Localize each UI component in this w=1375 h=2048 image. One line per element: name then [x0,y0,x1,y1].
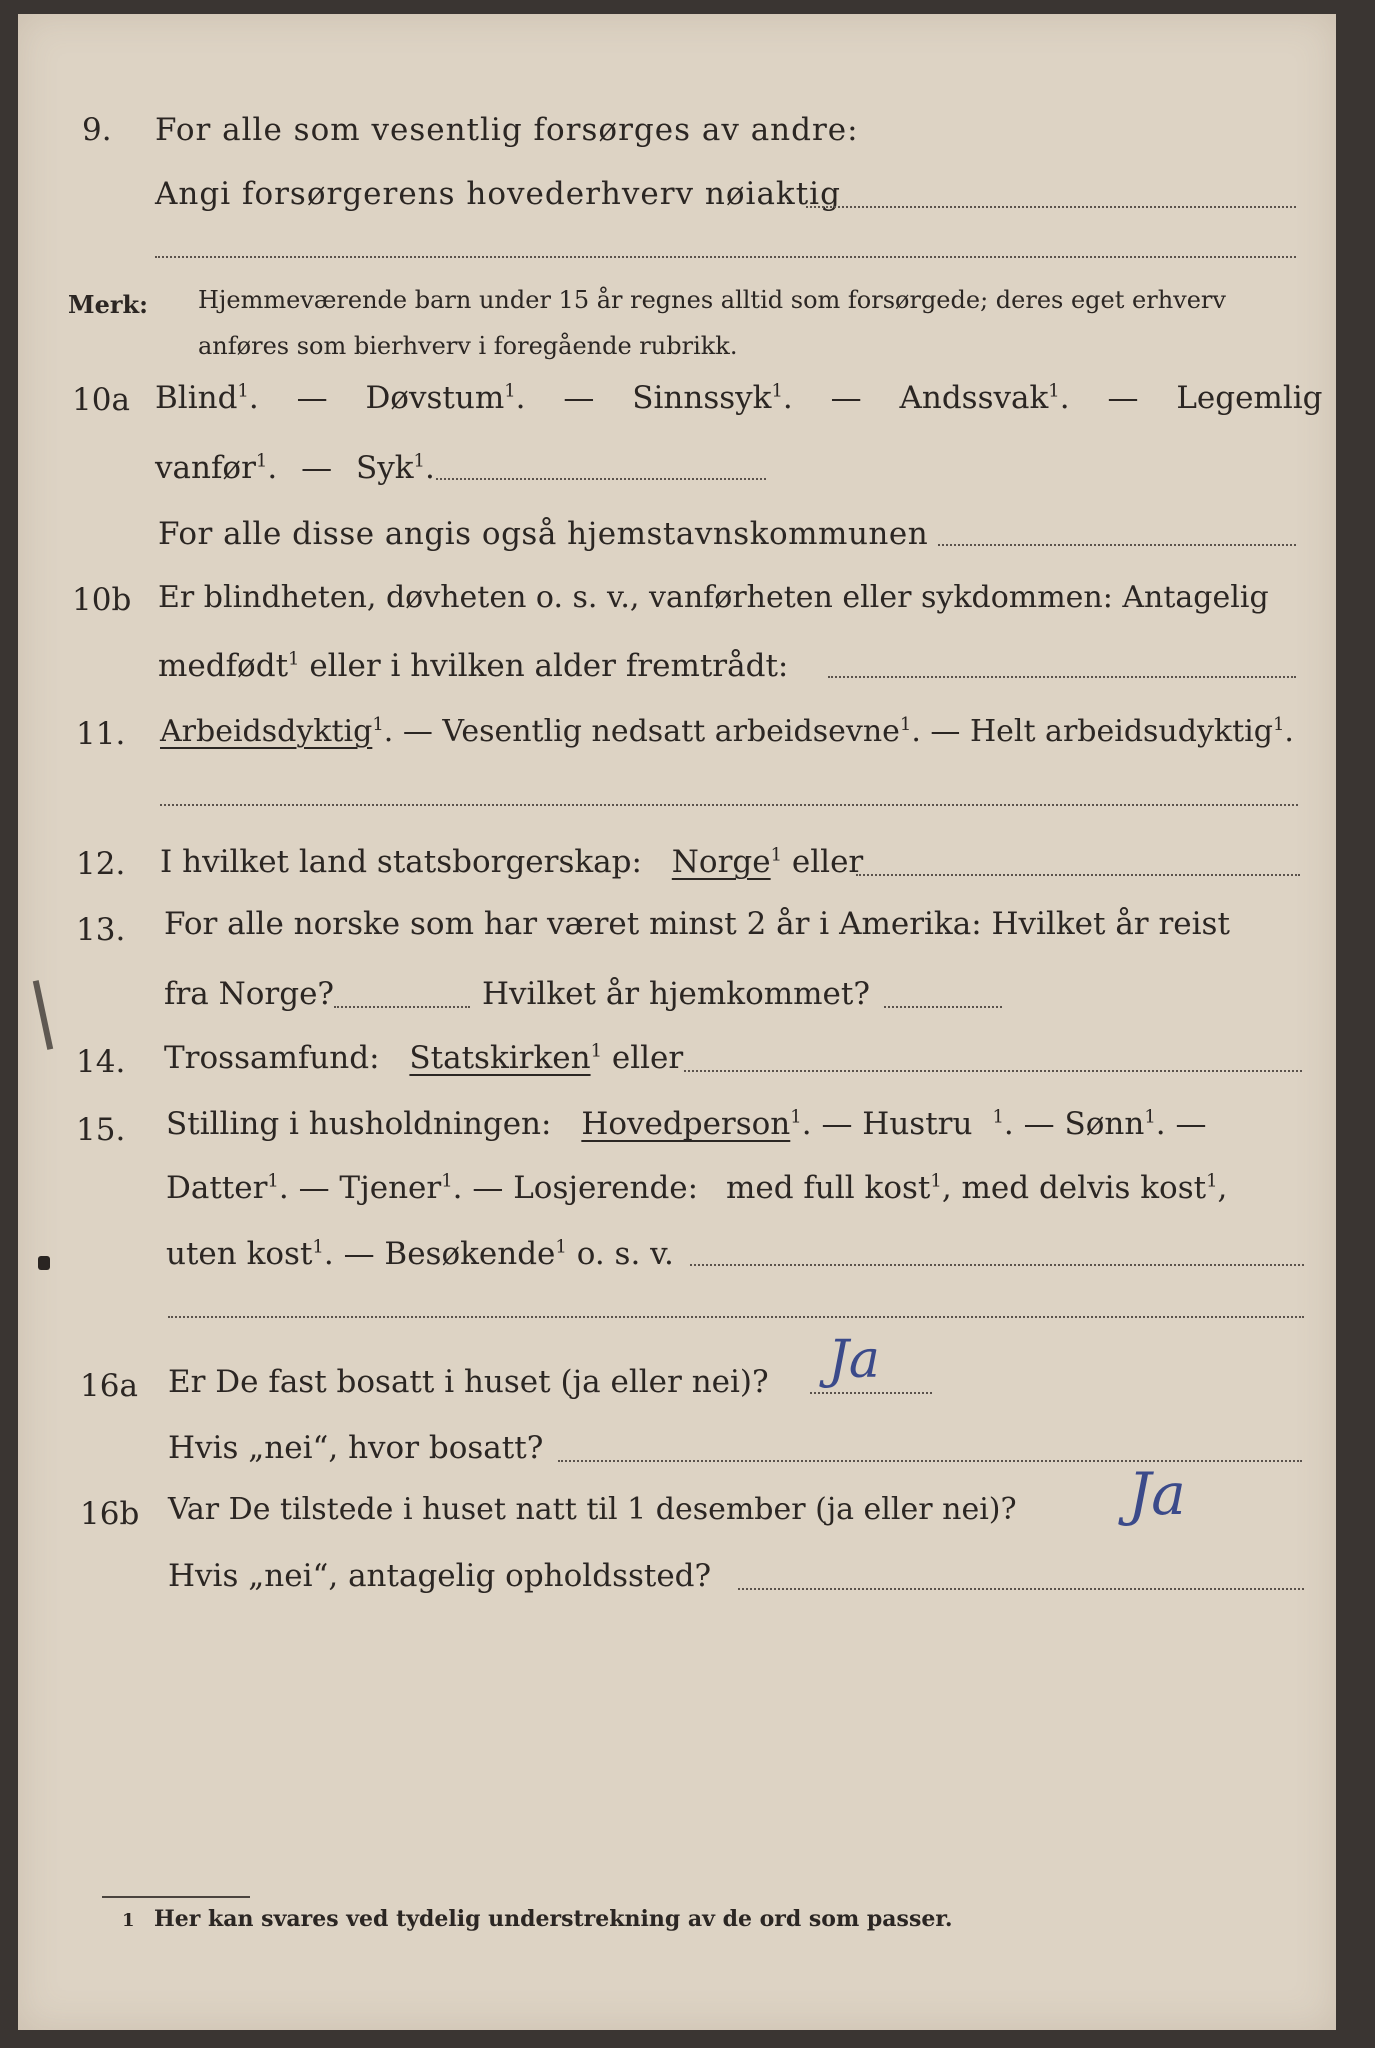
q16b-handwritten-answer[interactable]: Ja [1128,1460,1186,1528]
q10a-line3: For alle disse angis også hjemstavnskommunen [158,516,929,552]
q9-line1: For alle som vesentlig forsørges av andre: [155,112,859,148]
q12-line: I hvilket land statsborgerskap: Norge$^1$ eller [160,844,864,880]
q10a-number: 10a [72,382,130,418]
option-arbeidsdyktig[interactable]: Arbeidsdyktig [160,714,373,749]
q16b-line2: Hvis „nei“, antagelig opholdssted? [168,1558,712,1594]
q15-answer-line-2[interactable] [168,1316,1304,1318]
q11-answer-line[interactable] [160,804,1298,806]
q16a-bosatt-line[interactable] [558,1460,1302,1462]
q9-answer-line-2[interactable] [155,256,1296,258]
option-blind[interactable]: Blind [155,380,238,416]
q16a-answer-line[interactable] [810,1392,932,1394]
footnote-text: Her kan svares ved tydelig understrekning av de ord som passer. [154,1906,953,1932]
q16a-line1: Er De fast bosatt i huset (ja eller nei)? [168,1364,769,1400]
option-andssvak[interactable]: Andssvak [899,380,1049,416]
q15-line2: Datter$^1$. — Tjener$^1$. — Losjerende: med full kost$^1$, med delvis kost$^1$, [166,1170,1228,1206]
merk-line2: anføres som bierhverv i foregående rubrikk. [198,332,738,360]
merk-line1: Hjemmeværende barn under 15 år regnes alltid som forsørgede; deres eget erhverv [198,286,1226,314]
option-vanfor[interactable]: vanfør [155,450,256,486]
q16a-number: 16a [80,1368,138,1404]
q12-number: 12. [76,846,126,882]
option-sinnssyk[interactable]: Sinnssyk [632,380,772,416]
census-form-page [18,14,1336,2030]
binding-mark-2 [38,1256,50,1270]
q16a-line2: Hvis „nei“, hvor bosatt? [168,1430,544,1466]
q15-answer-line[interactable] [690,1264,1304,1266]
option-legemlig[interactable]: Legemlig [1176,380,1323,416]
option-medfodt[interactable]: medfødt [158,648,289,684]
q9-answer-line[interactable] [806,206,1296,208]
q15-line1: Stilling i husholdningen: Hovedperson$^1$. — Hustru $^1$. — Sønn$^1$. — [166,1106,1207,1142]
q13-line1: For alle norske som har været minst 2 år i Amerika: Hvilket år reist [164,906,1230,942]
q13-hjem: Hvilket år hjemkommet? [482,976,870,1012]
q16a-handwritten-answer[interactable]: Ja [828,1330,880,1390]
q11-line1: Arbeidsdyktig$^1$. — Vesentlig nedsatt arbeidsevne$^1$. — Helt arbeidsudyktig$^1$. [160,714,1294,749]
option-statskirken[interactable]: Statskirken [409,1040,591,1076]
q10b-line1: Er blindheten, døvheten o. s. v., vanførheten eller sykdommen: Antagelig [158,580,1269,615]
q16b-number: 16b [80,1496,140,1532]
q11-number: 11. [76,716,126,752]
q15-line3: uten kost$^1$. — Besøkende$^1$ o. s. v. [166,1236,674,1272]
footnote-rule [102,1896,250,1898]
option-norge[interactable]: Norge [671,844,771,880]
option-hovedperson[interactable]: Hovedperson [581,1106,791,1142]
merk-label: Merk: [68,290,148,319]
option-datter[interactable]: Datter [166,1170,268,1206]
q13-number: 13. [76,912,126,948]
q16b-oppholdssted-line[interactable] [738,1588,1304,1590]
q9-line2: Angi forsørgerens hovederhverv nøiaktig [155,176,841,212]
q14-number: 14. [76,1044,126,1080]
q14-answer-line[interactable] [684,1070,1302,1072]
q10b-line2: medfødt$^1$ eller i hvilken alder fremtrådt: [158,648,789,684]
q15-number: 15. [76,1112,126,1148]
q13-reist-line[interactable] [334,1006,470,1008]
q10a-hjemstavn-line[interactable] [938,544,1296,546]
option-syk[interactable]: Syk [355,450,414,486]
footnote-mark: 1 [122,1910,135,1931]
q14-line: Trossamfund: Statskirken$^1$ eller [164,1040,684,1076]
q10b-number: 10b [72,582,132,618]
q9-number: 9. [82,112,112,148]
q10a-line1: Blind$^1$. — Døvstum$^1$. — Sinnssyk$^1$. — Andssvak$^1$. — Legemlig [155,380,1323,416]
q10a-answer-line[interactable] [436,478,766,480]
option-full-kost[interactable]: med full kost [725,1170,931,1206]
option-uten-kost[interactable]: uten kost [166,1236,313,1272]
q13-fra: fra Norge? [164,976,335,1012]
option-dovstum[interactable]: Døvstum [365,380,505,416]
q12-answer-line[interactable] [856,874,1300,876]
q10a-line2: vanfør$^1$. — Syk$^1$. [155,450,435,486]
q16b-line1: Var De tilstede i huset natt til 1 desember (ja eller nei)? [168,1492,1017,1527]
q13-hjemkommet-line[interactable] [884,1006,1002,1008]
q10b-answer-line[interactable] [828,676,1296,678]
